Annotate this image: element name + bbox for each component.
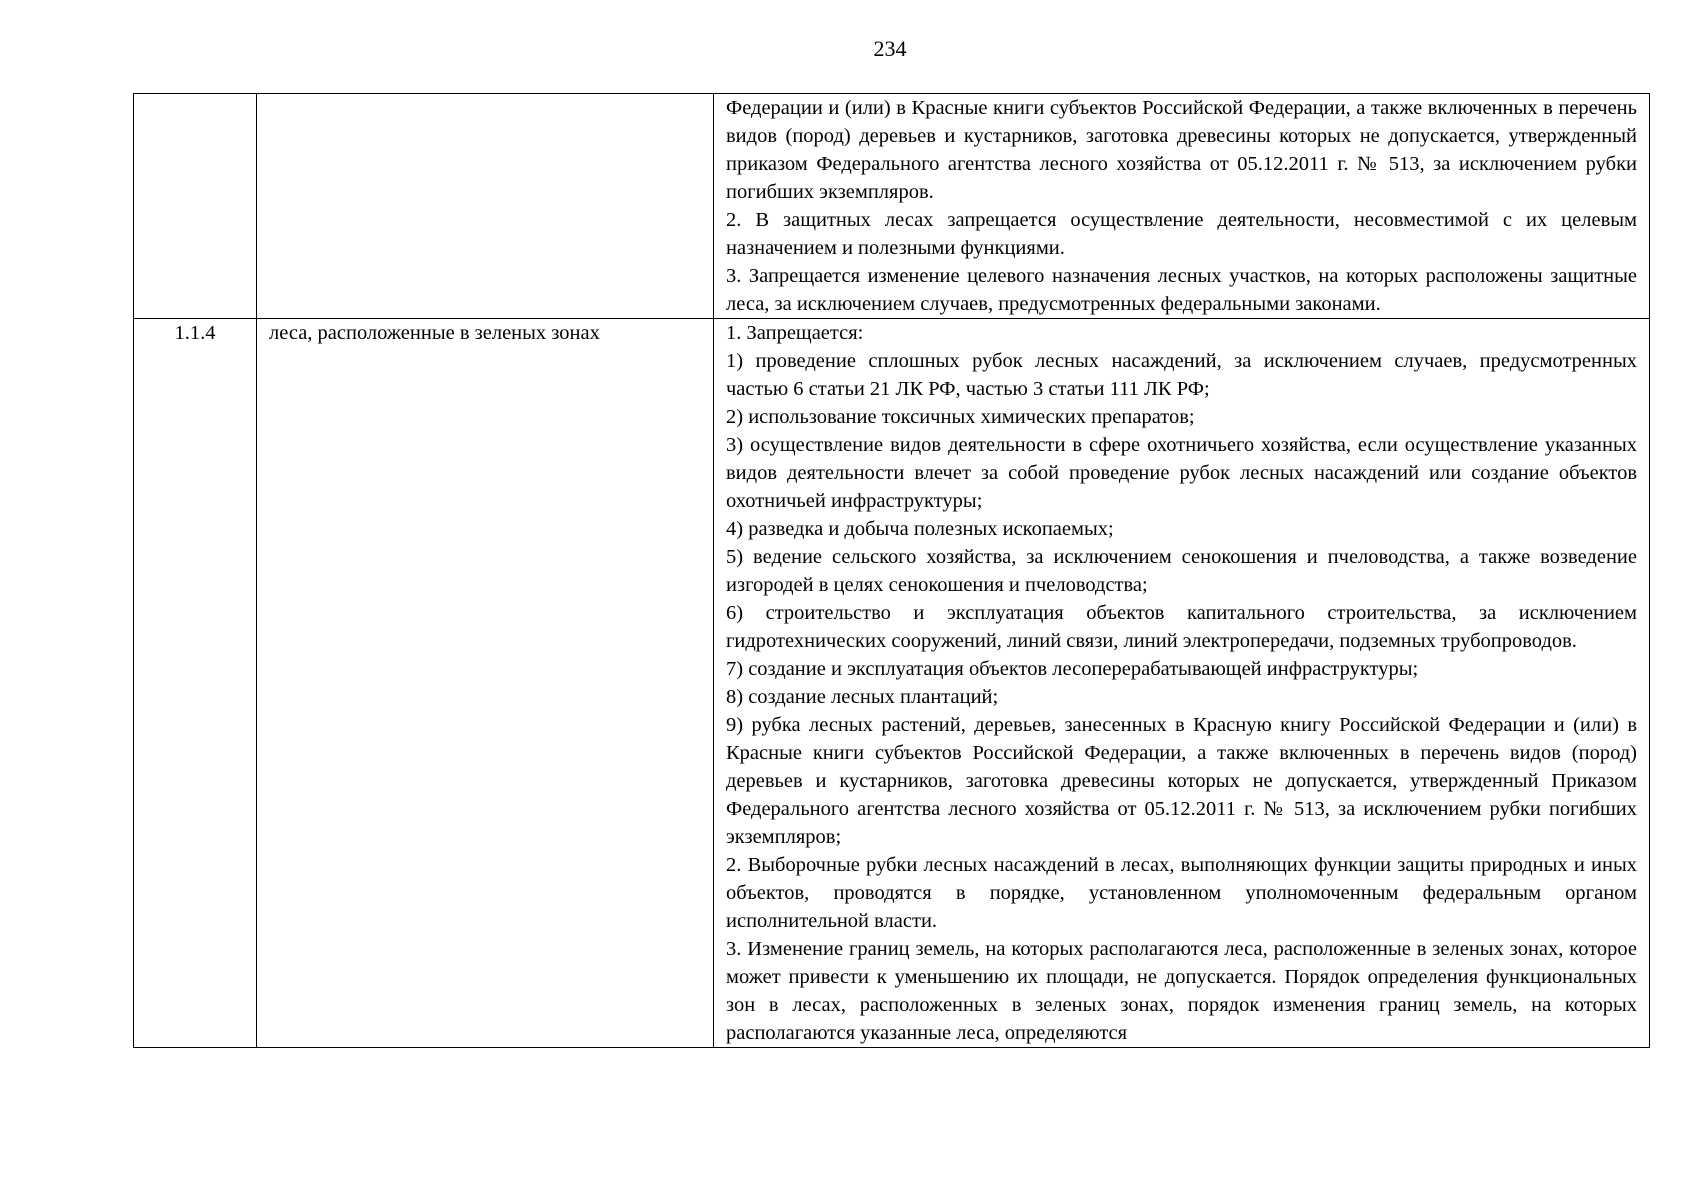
regime-paragraph: 1) проведение сплошных рубок лесных насаждений, за исключением случаев, предусмотренных частью 6 статьи 21 ЛК РФ, частью 3 статьи 111 ЛК РФ;	[726, 350, 1637, 400]
regime-paragraph: Федерации и (или) в Красные книги субъектов Российской Федерации, а также включенных в перечень видов (пород) деревьев и кустарников, заготовка древесины которых не допускается, утвержденный приказом Федерального агентства лесного хозяйства от 05.12.2011 г. № 513, за исключением рубки погибших экземпляров.	[726, 97, 1637, 203]
regime-paragraph: 3) осуществление видов деятельности в сфере охотничьего хозяйства, если осуществление указанных видов деятельности влечет за собой проведение рубок лесных насаждений или создание объектов охотничьей инфраструктуры;	[726, 434, 1637, 512]
regime-paragraph: 2. В защитных лесах запрещается осуществление деятельности, несовместимой с их целевым назначением и полезными функциями.	[726, 209, 1637, 259]
row-number-cell	[134, 94, 257, 319]
table-row	[134, 94, 1650, 319]
regime-paragraph: 9) рубка лесных растений, деревьев, занесенных в Красную книгу Российской Федерации и (или) в Красные книги субъектов Российской Федерации, а также включенных в перечень видов (пород) деревьев и кустарников, заготовка древесины которых не допускается, утвержденный Приказом Федерального агентства лесного хозяйства от 05.12.2011 г. № 513, за исключением рубки погибших экземпляров;	[726, 714, 1637, 848]
forest-category-cell	[257, 94, 714, 319]
table-row	[134, 319, 1650, 1048]
regime-paragraph: 3. Запрещается изменение целевого назначения лесных участков, на которых расположены защитные леса, за исключением случаев, предусмотренных федеральными законами.	[726, 265, 1637, 315]
regime-paragraph: 1. Запрещается:	[726, 322, 864, 344]
regime-text-cell	[714, 94, 1650, 319]
page-number: 234	[873, 36, 907, 61]
forest-category-cell: леса, расположенные в зеленых зонах	[257, 319, 714, 1048]
regime-text-cell	[714, 319, 1650, 1048]
regime-paragraph: 4) разведка и добыча полезных ископаемых;	[726, 518, 1114, 540]
regime-paragraph: 2) использование токсичных химических препаратов;	[726, 406, 1195, 428]
row-number-cell: 1.1.4	[134, 319, 257, 1048]
regime-paragraph: 5) ведение сельского хозяйства, за исключением сенокошения и пчеловодства, а также возведение изгородей в целях сенокошения и пчеловодства;	[726, 546, 1637, 596]
regime-paragraph: 3. Изменение границ земель, на которых располагаются леса, расположенные в зеленых зонах, которое может привести к уменьшению их площади, не допускается. Порядок определения функциональных зон в лесах, расположенных в зеленых зонах, порядок изменения границ земель, на которых располагаются указанные леса, определяются	[726, 938, 1637, 1044]
regime-paragraph: 7) создание и эксплуатация объектов лесоперерабатывающей инфраструктуры;	[726, 658, 1419, 680]
regime-paragraph: 6) строительство и эксплуатация объектов капитального строительства, за исключением гидротехнических сооружений, линий связи, линий электропередачи, подземных трубопроводов.	[726, 602, 1637, 652]
restrictions-table	[133, 93, 1650, 1048]
regime-paragraph: 8) создание лесных плантаций;	[726, 686, 999, 708]
regime-paragraph: 2. Выборочные рубки лесных насаждений в лесах, выполняющих функции защиты природных и иных объектов, проводятся в порядке, установленном уполномоченным федеральным органом исполнительной власти.	[726, 854, 1637, 932]
